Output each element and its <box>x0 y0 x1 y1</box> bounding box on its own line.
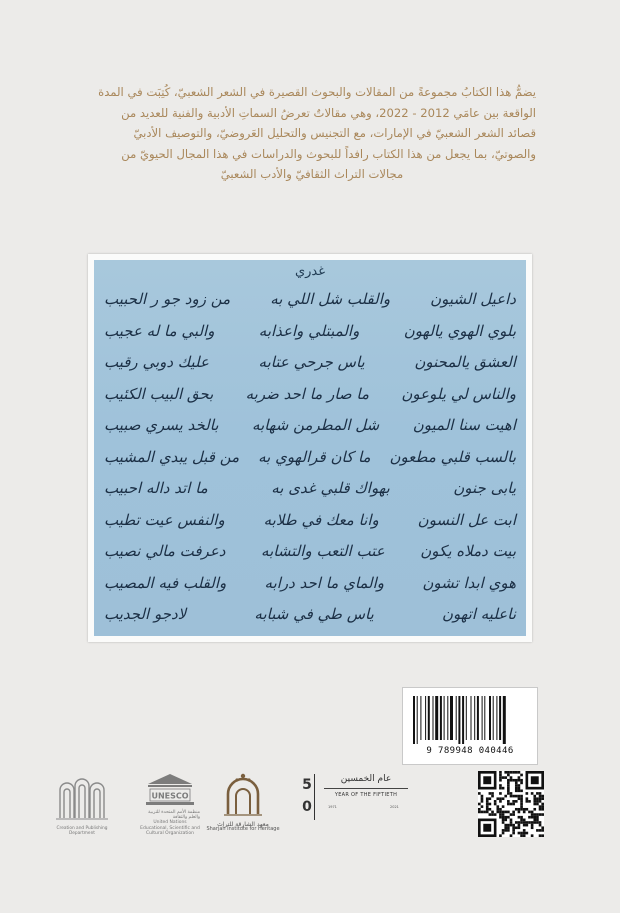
verse-segment: اهيت سنا الميون <box>412 416 516 434</box>
unesco-temple-icon <box>138 772 202 806</box>
verse-segment: عليك دوبي رقيب <box>104 353 209 371</box>
unesco-wordmark: UNESCO <box>151 791 189 801</box>
verse-segment: بالخد يسري صبيب <box>104 416 219 434</box>
manuscript-verse <box>104 290 516 316</box>
verse-segment: ياس جرحي عتابه <box>258 353 365 371</box>
arches-icon <box>54 772 110 822</box>
verse-segment: والماي ما احد درابه <box>264 573 385 592</box>
isbn-number: 9 789948 040446 <box>426 746 514 756</box>
fifty-title-ar: عام الخمسين <box>340 774 392 784</box>
manuscript-page <box>94 260 526 636</box>
manuscript-verse <box>104 542 516 568</box>
publishing-dept-caption: Creation and Publishing Department <box>56 826 108 837</box>
verse-segment: والقلب شل اللي به <box>270 290 391 308</box>
blurb-line: مجالات التراث الثقافيّ والأدب الشعبيّ <box>220 167 404 182</box>
fifty-year-start: 1971 <box>328 805 337 809</box>
verse-segment: شل المطرمن شهابه <box>252 416 380 434</box>
manuscript-verse <box>104 322 516 348</box>
verse-segment: ياس طي في شبابه <box>254 605 374 623</box>
manuscript-verse <box>104 416 516 442</box>
verse-segment: بيت دملاه يكون <box>420 542 516 560</box>
manuscript-verse <box>104 574 516 600</box>
verse-segment: هوي ابدا تشون <box>422 573 516 592</box>
blurb-line: الواقعة بين عامَي 2012 - 2022، وهي مقالاتٌ تعرضُ السماتِ الأدبية والفنية للعديد من <box>121 105 536 120</box>
verse-segment: دعرفت مالي نصيب <box>104 542 226 560</box>
unesco-caption-ar: منظمة الأمم المتحدة للتربية والعلم والثقافة <box>148 810 200 821</box>
verse-segment: بالسب قلبي مطعون <box>389 447 516 466</box>
unesco-logo <box>138 772 202 842</box>
fifty-divider <box>324 788 408 789</box>
fifty-title-en: YEAR OF THE FIFTIETH <box>334 792 398 798</box>
fifty-digit-bottom: 0 <box>302 799 312 815</box>
verse-segment: ما صار ما احد ضربه <box>245 384 370 403</box>
sharjah-emblem-icon <box>206 770 280 818</box>
unesco-caption-line: United Nations <box>153 820 187 826</box>
qr-code <box>478 771 544 837</box>
verse-segment: ما اتد داله احبيب <box>104 479 208 497</box>
verse-segment: والنفس عيت تطيب <box>104 510 225 529</box>
verse-segment: العشق يالمحنون <box>414 353 516 371</box>
verse-segment: والقلب فيه المصيب <box>104 573 227 592</box>
verse-segment: يابى جنون <box>453 479 516 497</box>
manuscript-verse <box>104 511 516 537</box>
sharjah-caption-en: Sharjah Institute for Heritage <box>206 826 280 833</box>
manuscript-photo <box>88 254 532 642</box>
unesco-caption-line: Educational, Scientific and <box>140 825 200 831</box>
blurb-line: قصائد الشعر الشعبيّ في الإمارات، مع التجنيس والتحليل العَروضيّ، والتوصيف الأدبيّ <box>133 126 536 141</box>
manuscript-verse <box>104 353 516 379</box>
verse-segment: وانا معك في طلابه <box>263 510 379 529</box>
fifty-digit-top: 5 <box>302 777 312 793</box>
fifty-year-end: 2021 <box>390 805 399 809</box>
barcode-bars <box>411 696 529 746</box>
verse-segment: من قبل يبدي المشيب <box>104 447 240 466</box>
verse-segment: من زود جو ر الحبيب <box>104 290 231 308</box>
verse-segment: لادجو الجديب <box>104 605 187 623</box>
verse-segment: والناس لي يلوعون <box>401 384 516 403</box>
manuscript-verse <box>104 448 516 474</box>
verse-segment: بلوي الهوي يالهون <box>403 321 516 340</box>
sharjah-heritage-logo <box>206 770 280 842</box>
blurb-line: يضمُّ هذا الكتابُ مجموعةً من المقالات والبحوث القصيرة في الشعر الشعبيّ، كُتِبَت في المدة <box>98 85 536 99</box>
manuscript-verse <box>104 605 516 631</box>
verse-segment: ناعليه اتهون <box>441 605 516 623</box>
manuscript-verse <box>104 385 516 411</box>
verse-segment: والمبتلي واعذابه <box>258 321 360 340</box>
unesco-caption-line: Cultural Organization <box>146 830 194 836</box>
publishing-dept-logo <box>54 772 110 840</box>
year-of-fiftieth-logo <box>300 772 410 826</box>
isbn-barcode <box>402 687 538 765</box>
verse-segment: عتب التعب والتشابه <box>261 542 385 560</box>
verse-segment: ما كان قرالهوي به <box>258 447 371 466</box>
cover-blurb <box>88 82 536 185</box>
manuscript-heading: غدري <box>294 264 326 279</box>
sharjah-caption-ar: معهد الشارقة للتراث <box>217 821 269 828</box>
verse-segment: بهواك قلبي غدى به <box>271 479 390 497</box>
blurb-line: والصوتيّ، بما يجعل من هذا الكتاب رافداً للبحوث والدراسات في هذا المجال الحيويّ من <box>121 146 536 161</box>
verse-segment: بحق البيب الكئيب <box>104 384 214 403</box>
verse-segment: والبي ما له عجيب <box>104 321 215 340</box>
verse-segment: ابت عل النسون <box>417 510 516 529</box>
manuscript-verse <box>104 479 516 505</box>
verse-segment: داعيل الشيون <box>430 290 516 308</box>
